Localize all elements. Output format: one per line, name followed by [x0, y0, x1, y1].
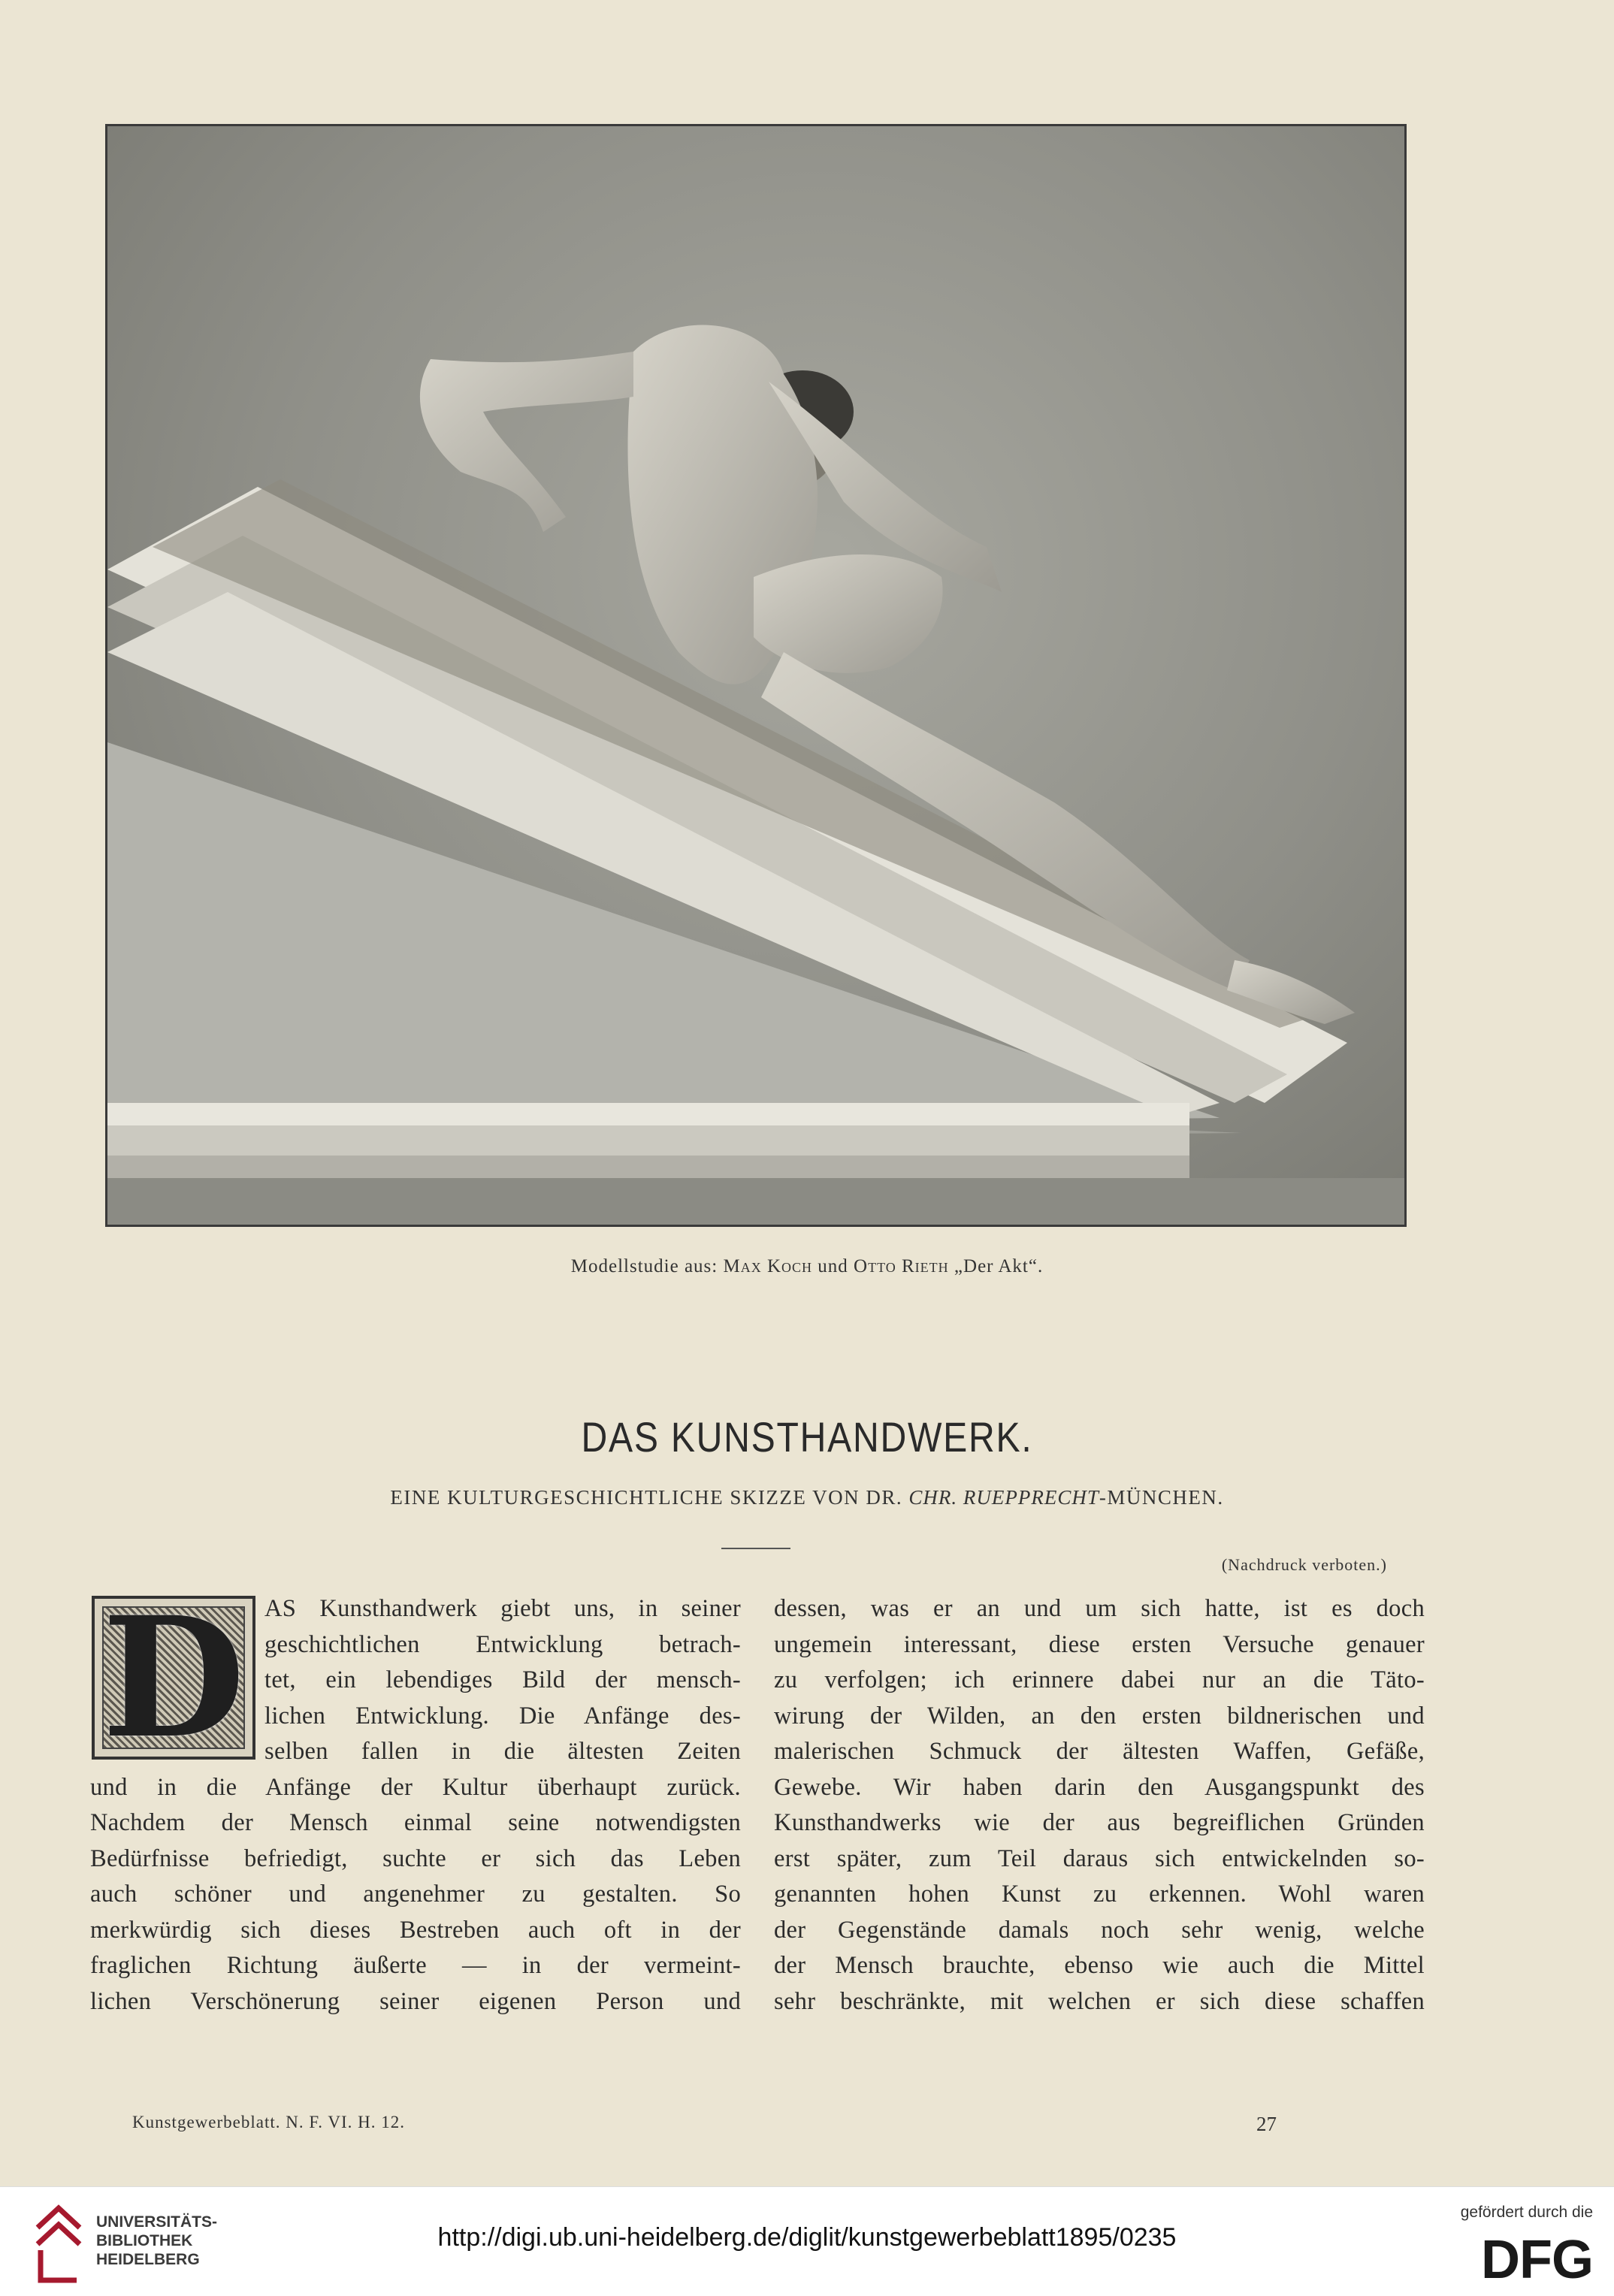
page-number: 27 — [1256, 2113, 1277, 2135]
text-line: der Gegenstände damals noch sehr wenig, welche — [774, 1916, 1425, 1944]
text-line: Gewebe. Wir haben darin den Ausgangspunkt des — [774, 1773, 1425, 1801]
caption-author-2: Otto Rieth — [854, 1256, 949, 1276]
page-footer — [0, 2113, 1614, 2143]
title-divider — [721, 1548, 790, 1549]
subtitle-suffix: -MÜNCHEN. — [1099, 1486, 1224, 1509]
text-line: Nachdem der Mensch einmal seine notwendigsten — [90, 1809, 741, 1836]
text-line: malerischen Schmuck der ältesten Waffen, Gefäße, — [774, 1738, 1425, 1765]
text-line: Kunsthandwerks wie der aus begreiflichen Gründen — [774, 1809, 1425, 1836]
photograph-plate — [105, 124, 1407, 1227]
text-line: AS Kunsthandwerk giebt uns, in seiner — [264, 1595, 741, 1622]
text-line: ungemein interessant, diese ersten Versuche genauer — [774, 1630, 1425, 1658]
text-line: dessen, was er an und um sich hatte, ist es doch — [774, 1595, 1425, 1622]
text-line: Bedürfnisse befriedigt, suchte er sich das Leben — [90, 1844, 741, 1872]
text-line: auch schöner und angenehmer zu gestalten. So — [90, 1881, 741, 1908]
text-line: sehr beschränkte, mit welchen er sich diese schaffen — [774, 1987, 1425, 2015]
text-line: erst später, zum Teil daraus sich entwickelnden so- — [774, 1844, 1425, 1872]
subtitle-prefix: EINE KULTURGESCHICHTLICHE SKIZZE VON DR. — [390, 1486, 903, 1509]
text-line: zu verfolgen; ich erinnere dabei nur an die Täto- — [774, 1666, 1425, 1693]
nude-model-on-pediment-illustration — [107, 126, 1404, 1225]
text-line: merkwürdig sich dieses Bestreben auch oft in der — [90, 1916, 741, 1944]
library-name-line-3: HEIDELBERG — [96, 2251, 200, 2268]
journal-signature: Kunstgewerbeblatt. N. F. VI. H. 12. — [132, 2113, 405, 2131]
article-title: DAS KUNSTHANDWERK. — [581, 1413, 1033, 1461]
text-line: lichen Entwicklung. Die Anfänge des- — [264, 1702, 741, 1730]
text-line: tet, ein lebendiges Bild der mensch- — [264, 1666, 741, 1693]
text-line: genannten hohen Kunst zu erkennen. Wohl waren — [774, 1881, 1425, 1908]
caption-work: „Der Akt“. — [954, 1256, 1044, 1276]
text-line: der Mensch brauchte, ebenso wie auch die Mittel — [774, 1952, 1425, 1979]
text-line: lichen Verschönerung seiner eigenen Person und — [90, 1987, 741, 2015]
text-line: und in die Anfänge der Kultur überhaupt zurück. — [90, 1773, 741, 1801]
funding-note: gefördert durch die — [1460, 2204, 1593, 2221]
digitization-banner — [0, 2186, 1614, 2296]
reprint-notice: (Nachdruck verboten.) — [1221, 1555, 1387, 1574]
text-line: fraglichen Richtung äußerte — in der vermeint- — [90, 1952, 741, 1979]
permalink-url[interactable]: http://digi.ub.uni-heidelberg.de/diglit/kunstgewerbeblatt1895/0235 — [437, 2223, 1177, 2252]
text-column-left — [90, 1580, 741, 2020]
article-subtitle — [0, 1486, 1614, 1509]
library-name-line-1: UNIVERSITÄTS- — [96, 2213, 218, 2231]
caption-prefix: Modellstudie aus: — [570, 1256, 718, 1276]
caption-and: und — [818, 1256, 848, 1276]
text-line: wirung der Wilden, an den ersten bildnerischen und — [774, 1702, 1425, 1730]
subtitle-author: CHR. RUEPPRECHT — [908, 1486, 1099, 1509]
caption-author-1: Max Koch — [723, 1256, 813, 1276]
text-line: selben fallen in die ältesten Zeiten — [264, 1738, 741, 1765]
figure-caption — [0, 1256, 1614, 1277]
text-line: geschichtlichen Entwicklung betrach- — [264, 1630, 741, 1658]
dfg-logo: DFG — [1481, 2230, 1593, 2290]
initial-letter: D — [101, 1580, 246, 1775]
text-column-right — [774, 1591, 1425, 2020]
library-name-line-2: BIBLIOTHEK — [96, 2232, 193, 2249]
